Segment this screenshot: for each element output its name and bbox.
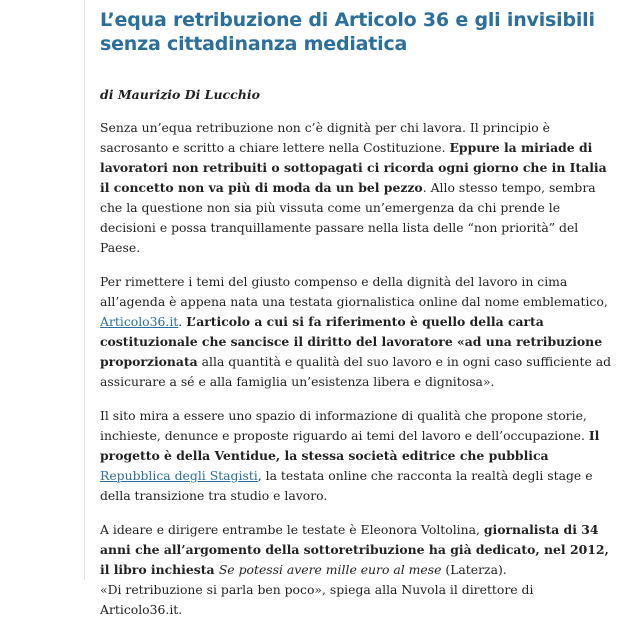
paragraph-text: . Allo stesso tempo, sembra che la questione non sia più vissuta come un’emergenza da chi prende le decisioni e possa tranquillamente passare nella lista delle “non priorità” del Paese. — [100, 180, 596, 255]
article-title: L’equa retribuzione di Articolo 36 e gli invisibili senza cittadinanza mediatica — [100, 9, 595, 55]
paragraph-quote-line: «Di retribuzione si parla ben poco», spiega alla Nuvola il direttore di Articolo36.it. — [100, 582, 534, 617]
article-paragraph-2 — [100, 272, 612, 392]
repubblica-degli-stagisti-link[interactable]: Repubblica degli Stagisti — [100, 468, 258, 483]
article — [100, 0, 612, 620]
paragraph-text: (Laterza). — [441, 562, 507, 577]
articolo36-link[interactable]: Articolo36.it — [100, 314, 179, 329]
paragraph-bold-text: Eppure la miriade di lavoratori non retribuiti o sottopagati ci ricorda ogni giorno che in Italia il concetto non va più di moda da un bel pezzo — [100, 140, 607, 195]
article-byline: di Maurizio Di Lucchio — [100, 87, 260, 102]
paragraph-bold-text: L’articolo a cui si fa riferimento è quello della carta costituzionale che sancisce il diritto del lavoratore «ad una retribuzione proporzionata — [100, 314, 603, 369]
article-paragraph-1 — [100, 118, 612, 258]
paragraph-text: alla quantità e qualità del suo lavoro e in ogni caso sufficiente ad assicurare a sé e alla famiglia un’esistenza libera e dignitosa». — [100, 354, 612, 389]
paragraph-bold-text: giornalista di 34 anni che all’argomento della sottoretribuzione ha già dedicato, nel 2012, il libro inchiesta — [100, 522, 609, 577]
paragraph-text: Senza un’equa retribuzione non c’è dignità per chi lavora. Il principio è sacrosanto e scritto a chiare lettere nella Costituzione. — [100, 120, 551, 155]
paragraph-text: A ideare e dirigere entrambe le testate è Eleonora Voltolina, — [100, 522, 484, 537]
sidebar-divider — [84, 0, 85, 580]
paragraph-text: Il sito mira a essere uno spazio di informazione di qualità che propone storie, inchieste, denunce e proposte riguardo ai temi del lavoro e dell’occupazione. — [100, 408, 589, 443]
article-paragraph-4 — [100, 520, 612, 620]
book-title: Se potessi avere mille euro al mese — [218, 562, 442, 577]
paragraph-text: , la testata online che racconta la realtà degli stage e della transizione tra studio e lavoro. — [100, 468, 593, 503]
paragraph-bold-text: Il progetto è della Ventidue, la stessa società editrice che pubblica — [100, 428, 600, 463]
article-paragraph-3 — [100, 406, 612, 506]
paragraph-text: Per rimettere i temi del giusto compenso e della dignità del lavoro in cima all’agenda è appena nata una testata giornalistica online dal nome emblematico, — [100, 274, 608, 309]
paragraph-text: . — [178, 314, 187, 329]
